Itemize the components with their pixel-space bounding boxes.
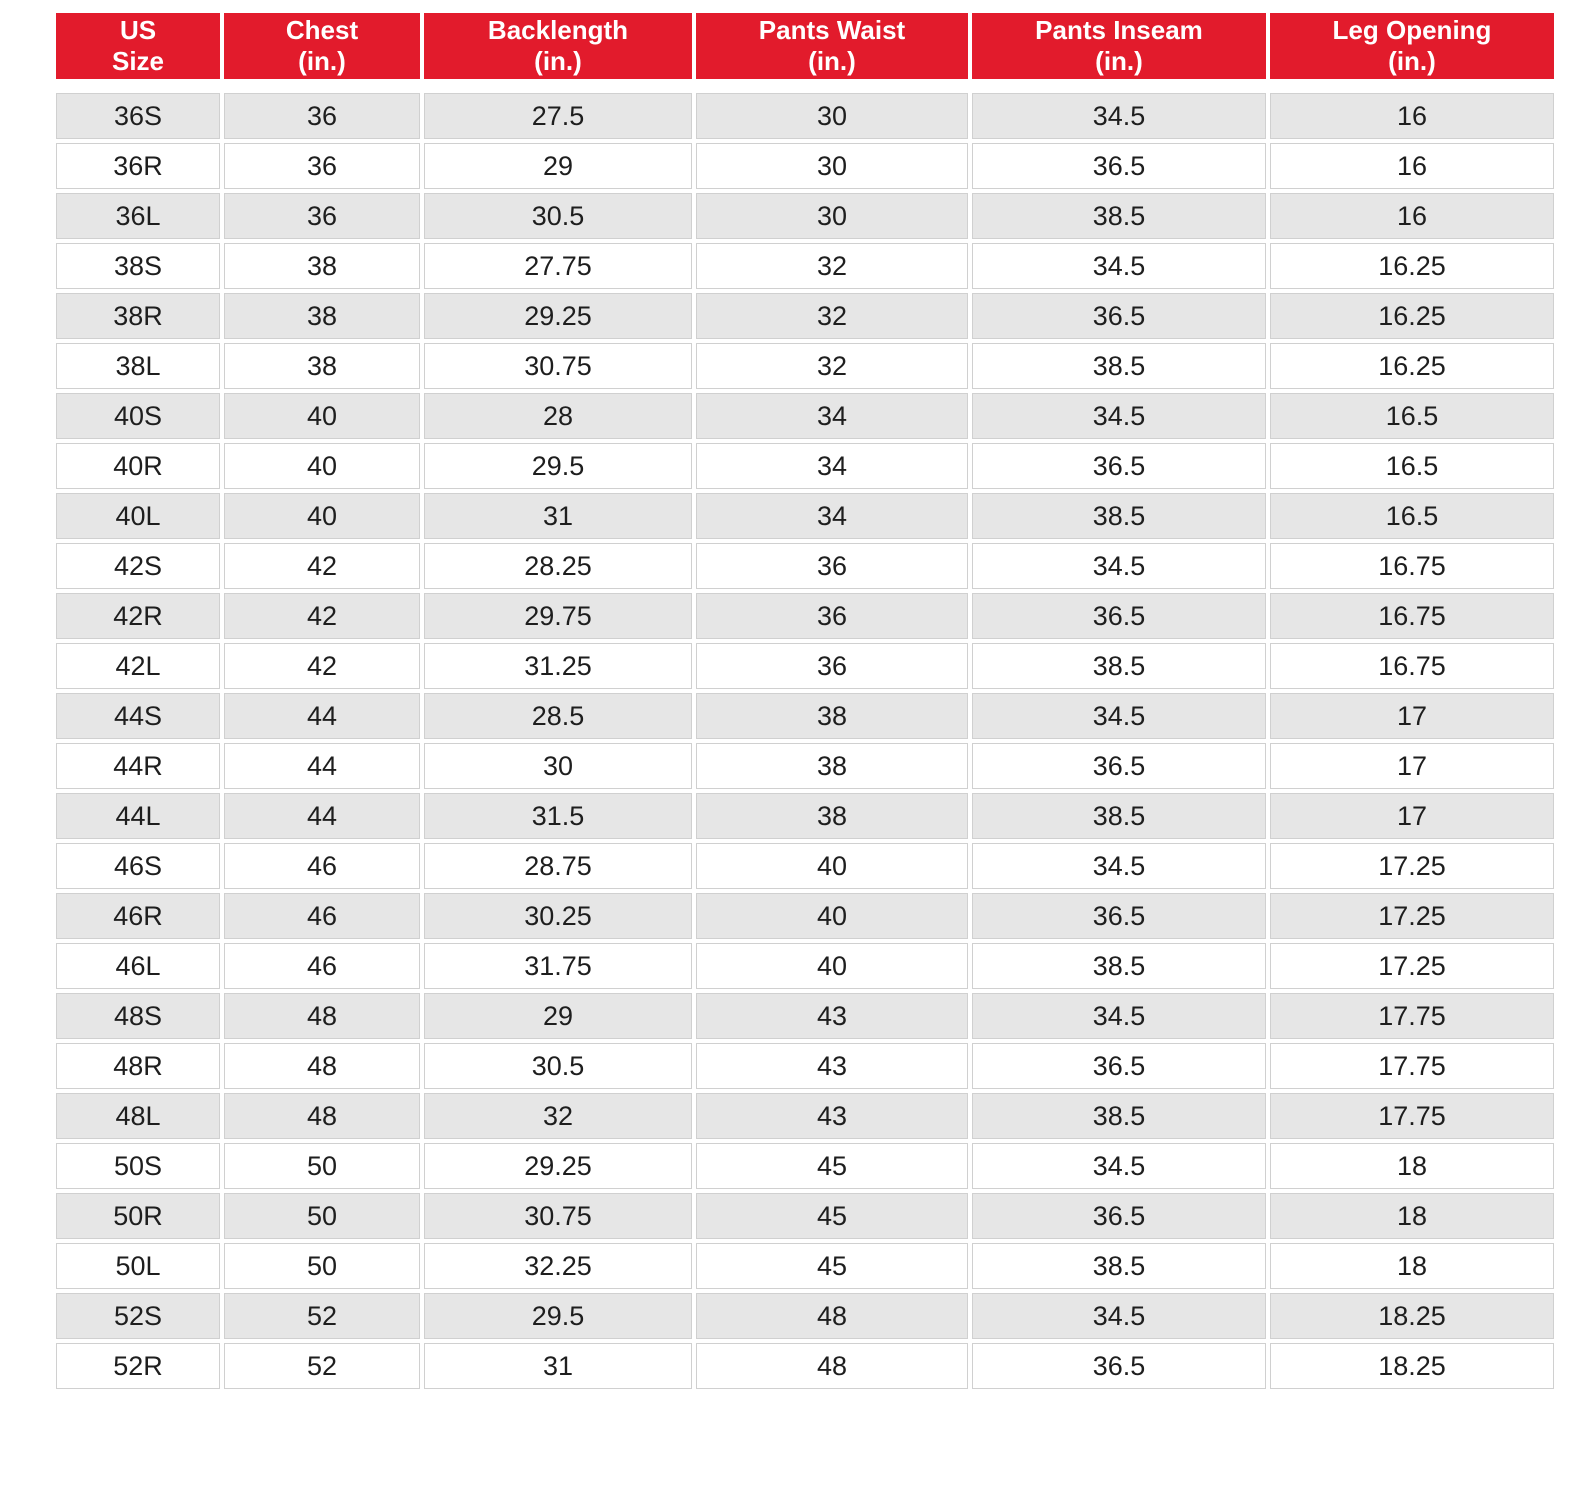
cell-chest: 52 — [224, 1343, 420, 1389]
cell-pants-inseam: 36.5 — [972, 143, 1266, 189]
header-pants-waist-line2: (in.) — [808, 46, 856, 76]
table-row — [56, 193, 1554, 239]
table-row — [56, 493, 1554, 539]
cell-pants-waist: 43 — [696, 1043, 968, 1089]
table-row — [56, 443, 1554, 489]
table-row — [56, 1143, 1554, 1189]
table-row — [56, 993, 1554, 1039]
cell-leg-opening: 16 — [1270, 93, 1554, 139]
cell-pants-waist: 48 — [696, 1293, 968, 1339]
cell-pants-waist: 30 — [696, 143, 968, 189]
cell-backlength: 31.5 — [424, 793, 692, 839]
cell-leg-opening: 17 — [1270, 743, 1554, 789]
cell-pants-waist: 40 — [696, 843, 968, 889]
cell-backlength: 30 — [424, 743, 692, 789]
cell-backlength: 28.25 — [424, 543, 692, 589]
cell-us-size: 40R — [56, 443, 220, 489]
cell-pants-waist: 40 — [696, 893, 968, 939]
cell-backlength: 30.5 — [424, 193, 692, 239]
cell-us-size: 36L — [56, 193, 220, 239]
cell-pants-waist: 30 — [696, 193, 968, 239]
cell-us-size: 52S — [56, 1293, 220, 1339]
header-pants-waist-line1: Pants Waist — [758, 15, 906, 45]
cell-backlength: 29 — [424, 143, 692, 189]
header-chest — [224, 13, 420, 79]
cell-backlength: 31 — [424, 1343, 692, 1389]
cell-chest: 38 — [224, 243, 420, 289]
header-pants-inseam-line1: Pants Inseam — [1035, 15, 1203, 45]
table-row — [56, 893, 1554, 939]
cell-us-size: 46L — [56, 943, 220, 989]
cell-pants-waist: 32 — [696, 343, 968, 389]
cell-pants-waist: 34 — [696, 393, 968, 439]
cell-pants-waist: 36 — [696, 593, 968, 639]
cell-pants-inseam: 34.5 — [972, 1293, 1266, 1339]
cell-pants-waist: 38 — [696, 693, 968, 739]
cell-pants-inseam: 34.5 — [972, 243, 1266, 289]
cell-chest: 38 — [224, 343, 420, 389]
cell-pants-inseam: 34.5 — [972, 543, 1266, 589]
cell-leg-opening: 16.75 — [1270, 543, 1554, 589]
header-us-size — [56, 13, 220, 79]
cell-us-size: 38L — [56, 343, 220, 389]
cell-backlength: 31.75 — [424, 943, 692, 989]
cell-chest: 50 — [224, 1243, 420, 1289]
cell-leg-opening: 17.75 — [1270, 1043, 1554, 1089]
cell-us-size: 40S — [56, 393, 220, 439]
header-leg-opening — [1270, 13, 1554, 79]
cell-us-size: 42S — [56, 543, 220, 589]
cell-pants-waist: 34 — [696, 443, 968, 489]
cell-pants-waist: 48 — [696, 1343, 968, 1389]
cell-pants-inseam: 34.5 — [972, 693, 1266, 739]
cell-pants-waist: 45 — [696, 1143, 968, 1189]
table-row — [56, 1093, 1554, 1139]
cell-pants-inseam: 36.5 — [972, 1043, 1266, 1089]
header-backlength-line2: (in.) — [534, 46, 582, 76]
cell-chest: 48 — [224, 1093, 420, 1139]
cell-leg-opening: 16.5 — [1270, 393, 1554, 439]
cell-us-size: 48L — [56, 1093, 220, 1139]
header-row — [56, 13, 1554, 79]
cell-backlength: 28 — [424, 393, 692, 439]
cell-backlength: 29.5 — [424, 1293, 692, 1339]
cell-pants-inseam: 36.5 — [972, 593, 1266, 639]
table-row — [56, 793, 1554, 839]
cell-us-size: 44R — [56, 743, 220, 789]
cell-chest: 44 — [224, 793, 420, 839]
cell-leg-opening: 18.25 — [1270, 1343, 1554, 1389]
cell-leg-opening: 16.5 — [1270, 493, 1554, 539]
cell-pants-waist: 38 — [696, 793, 968, 839]
header-us-size-line1: US — [119, 15, 157, 45]
cell-chest: 42 — [224, 643, 420, 689]
table-row — [56, 943, 1554, 989]
cell-backlength: 27.75 — [424, 243, 692, 289]
cell-pants-waist: 36 — [696, 643, 968, 689]
cell-us-size: 42L — [56, 643, 220, 689]
cell-chest: 36 — [224, 93, 420, 139]
cell-us-size: 44L — [56, 793, 220, 839]
cell-leg-opening: 16.5 — [1270, 443, 1554, 489]
cell-pants-waist: 43 — [696, 993, 968, 1039]
cell-us-size: 48R — [56, 1043, 220, 1089]
cell-us-size: 36R — [56, 143, 220, 189]
table-row — [56, 293, 1554, 339]
cell-us-size: 40L — [56, 493, 220, 539]
cell-chest: 40 — [224, 443, 420, 489]
header-pants-inseam — [972, 13, 1266, 79]
cell-pants-inseam: 36.5 — [972, 1343, 1266, 1389]
cell-pants-inseam: 34.5 — [972, 393, 1266, 439]
cell-us-size: 42R — [56, 593, 220, 639]
cell-chest: 42 — [224, 593, 420, 639]
table-row — [56, 1193, 1554, 1239]
header-leg-opening-line2: (in.) — [1388, 46, 1436, 76]
header-backlength-line1: Backlength — [487, 15, 629, 45]
cell-pants-inseam: 38.5 — [972, 643, 1266, 689]
table-row — [56, 143, 1554, 189]
cell-chest: 50 — [224, 1193, 420, 1239]
cell-chest: 40 — [224, 493, 420, 539]
table-row — [56, 543, 1554, 589]
cell-chest: 52 — [224, 1293, 420, 1339]
cell-leg-opening: 17.75 — [1270, 1093, 1554, 1139]
table-row — [56, 93, 1554, 139]
cell-leg-opening: 16 — [1270, 143, 1554, 189]
header-spacer-cell — [56, 83, 1554, 89]
cell-chest: 50 — [224, 1143, 420, 1189]
cell-chest: 48 — [224, 1043, 420, 1089]
cell-leg-opening: 16.75 — [1270, 593, 1554, 639]
cell-leg-opening: 17.25 — [1270, 943, 1554, 989]
cell-leg-opening: 16.25 — [1270, 293, 1554, 339]
cell-chest: 46 — [224, 893, 420, 939]
table-row — [56, 1293, 1554, 1339]
cell-pants-inseam: 38.5 — [972, 193, 1266, 239]
table-row — [56, 343, 1554, 389]
cell-pants-waist: 32 — [696, 293, 968, 339]
cell-us-size: 50S — [56, 1143, 220, 1189]
cell-leg-opening: 17.25 — [1270, 843, 1554, 889]
cell-backlength: 31.25 — [424, 643, 692, 689]
cell-us-size: 44S — [56, 693, 220, 739]
cell-backlength: 30.75 — [424, 1193, 692, 1239]
header-pants-inseam-line2: (in.) — [1095, 46, 1143, 76]
cell-pants-inseam: 34.5 — [972, 1143, 1266, 1189]
cell-leg-opening: 17.25 — [1270, 893, 1554, 939]
table-row — [56, 1043, 1554, 1089]
cell-pants-inseam: 34.5 — [972, 93, 1266, 139]
cell-pants-inseam: 36.5 — [972, 443, 1266, 489]
cell-us-size: 48S — [56, 993, 220, 1039]
cell-leg-opening: 16.25 — [1270, 243, 1554, 289]
cell-backlength: 27.5 — [424, 93, 692, 139]
header-spacer — [56, 83, 1554, 89]
cell-backlength: 29.5 — [424, 443, 692, 489]
cell-chest: 44 — [224, 693, 420, 739]
table-row — [56, 243, 1554, 289]
cell-chest: 46 — [224, 943, 420, 989]
cell-pants-inseam: 36.5 — [972, 1193, 1266, 1239]
cell-chest: 46 — [224, 843, 420, 889]
cell-leg-opening: 18 — [1270, 1243, 1554, 1289]
header-chest-line1: Chest — [285, 15, 359, 45]
table-row — [56, 393, 1554, 439]
cell-pants-inseam: 36.5 — [972, 743, 1266, 789]
cell-leg-opening: 18.25 — [1270, 1293, 1554, 1339]
table-row — [56, 693, 1554, 739]
header-us-size-line2: Size — [111, 46, 165, 76]
cell-backlength: 32 — [424, 1093, 692, 1139]
cell-pants-waist: 32 — [696, 243, 968, 289]
cell-pants-waist: 45 — [696, 1243, 968, 1289]
cell-pants-inseam: 36.5 — [972, 893, 1266, 939]
cell-pants-waist: 43 — [696, 1093, 968, 1139]
cell-chest: 36 — [224, 143, 420, 189]
cell-leg-opening: 16.75 — [1270, 643, 1554, 689]
cell-us-size: 50L — [56, 1243, 220, 1289]
cell-us-size: 38S — [56, 243, 220, 289]
table-row — [56, 1343, 1554, 1389]
cell-leg-opening: 17 — [1270, 793, 1554, 839]
cell-backlength: 29.75 — [424, 593, 692, 639]
cell-us-size: 46R — [56, 893, 220, 939]
cell-chest: 40 — [224, 393, 420, 439]
cell-pants-inseam: 34.5 — [972, 843, 1266, 889]
table-row — [56, 843, 1554, 889]
cell-leg-opening: 18 — [1270, 1193, 1554, 1239]
cell-backlength: 30.5 — [424, 1043, 692, 1089]
cell-pants-waist: 34 — [696, 493, 968, 539]
cell-backlength: 28.75 — [424, 843, 692, 889]
table-row — [56, 743, 1554, 789]
cell-leg-opening: 17.75 — [1270, 993, 1554, 1039]
cell-pants-inseam: 38.5 — [972, 943, 1266, 989]
cell-us-size: 50R — [56, 1193, 220, 1239]
cell-pants-inseam: 38.5 — [972, 793, 1266, 839]
cell-us-size: 52R — [56, 1343, 220, 1389]
cell-backlength: 29 — [424, 993, 692, 1039]
cell-us-size: 46S — [56, 843, 220, 889]
cell-leg-opening: 16 — [1270, 193, 1554, 239]
table-body — [56, 83, 1554, 1389]
cell-backlength: 29.25 — [424, 293, 692, 339]
table-row — [56, 1243, 1554, 1289]
header-chest-line2: (in.) — [298, 46, 346, 76]
cell-backlength: 30.25 — [424, 893, 692, 939]
cell-pants-inseam: 38.5 — [972, 1093, 1266, 1139]
cell-chest: 38 — [224, 293, 420, 339]
cell-pants-inseam: 38.5 — [972, 493, 1266, 539]
cell-backlength: 29.25 — [424, 1143, 692, 1189]
cell-leg-opening: 18 — [1270, 1143, 1554, 1189]
table-row — [56, 643, 1554, 689]
cell-backlength: 32.25 — [424, 1243, 692, 1289]
cell-chest: 42 — [224, 543, 420, 589]
size-chart-table — [52, 9, 1558, 1393]
cell-pants-waist: 38 — [696, 743, 968, 789]
cell-backlength: 28.5 — [424, 693, 692, 739]
cell-pants-waist: 36 — [696, 543, 968, 589]
header-leg-opening-line1: Leg Opening — [1332, 15, 1492, 45]
cell-leg-opening: 16.25 — [1270, 343, 1554, 389]
cell-pants-inseam: 34.5 — [972, 993, 1266, 1039]
cell-pants-waist: 40 — [696, 943, 968, 989]
cell-leg-opening: 17 — [1270, 693, 1554, 739]
cell-pants-inseam: 38.5 — [972, 1243, 1266, 1289]
cell-pants-inseam: 36.5 — [972, 293, 1266, 339]
cell-us-size: 36S — [56, 93, 220, 139]
cell-backlength: 31 — [424, 493, 692, 539]
cell-chest: 48 — [224, 993, 420, 1039]
cell-backlength: 30.75 — [424, 343, 692, 389]
cell-us-size: 38R — [56, 293, 220, 339]
table-row — [56, 593, 1554, 639]
header-backlength — [424, 13, 692, 79]
header-pants-waist — [696, 13, 968, 79]
cell-chest: 44 — [224, 743, 420, 789]
cell-pants-inseam: 38.5 — [972, 343, 1266, 389]
cell-pants-waist: 45 — [696, 1193, 968, 1239]
cell-chest: 36 — [224, 193, 420, 239]
cell-pants-waist: 30 — [696, 93, 968, 139]
